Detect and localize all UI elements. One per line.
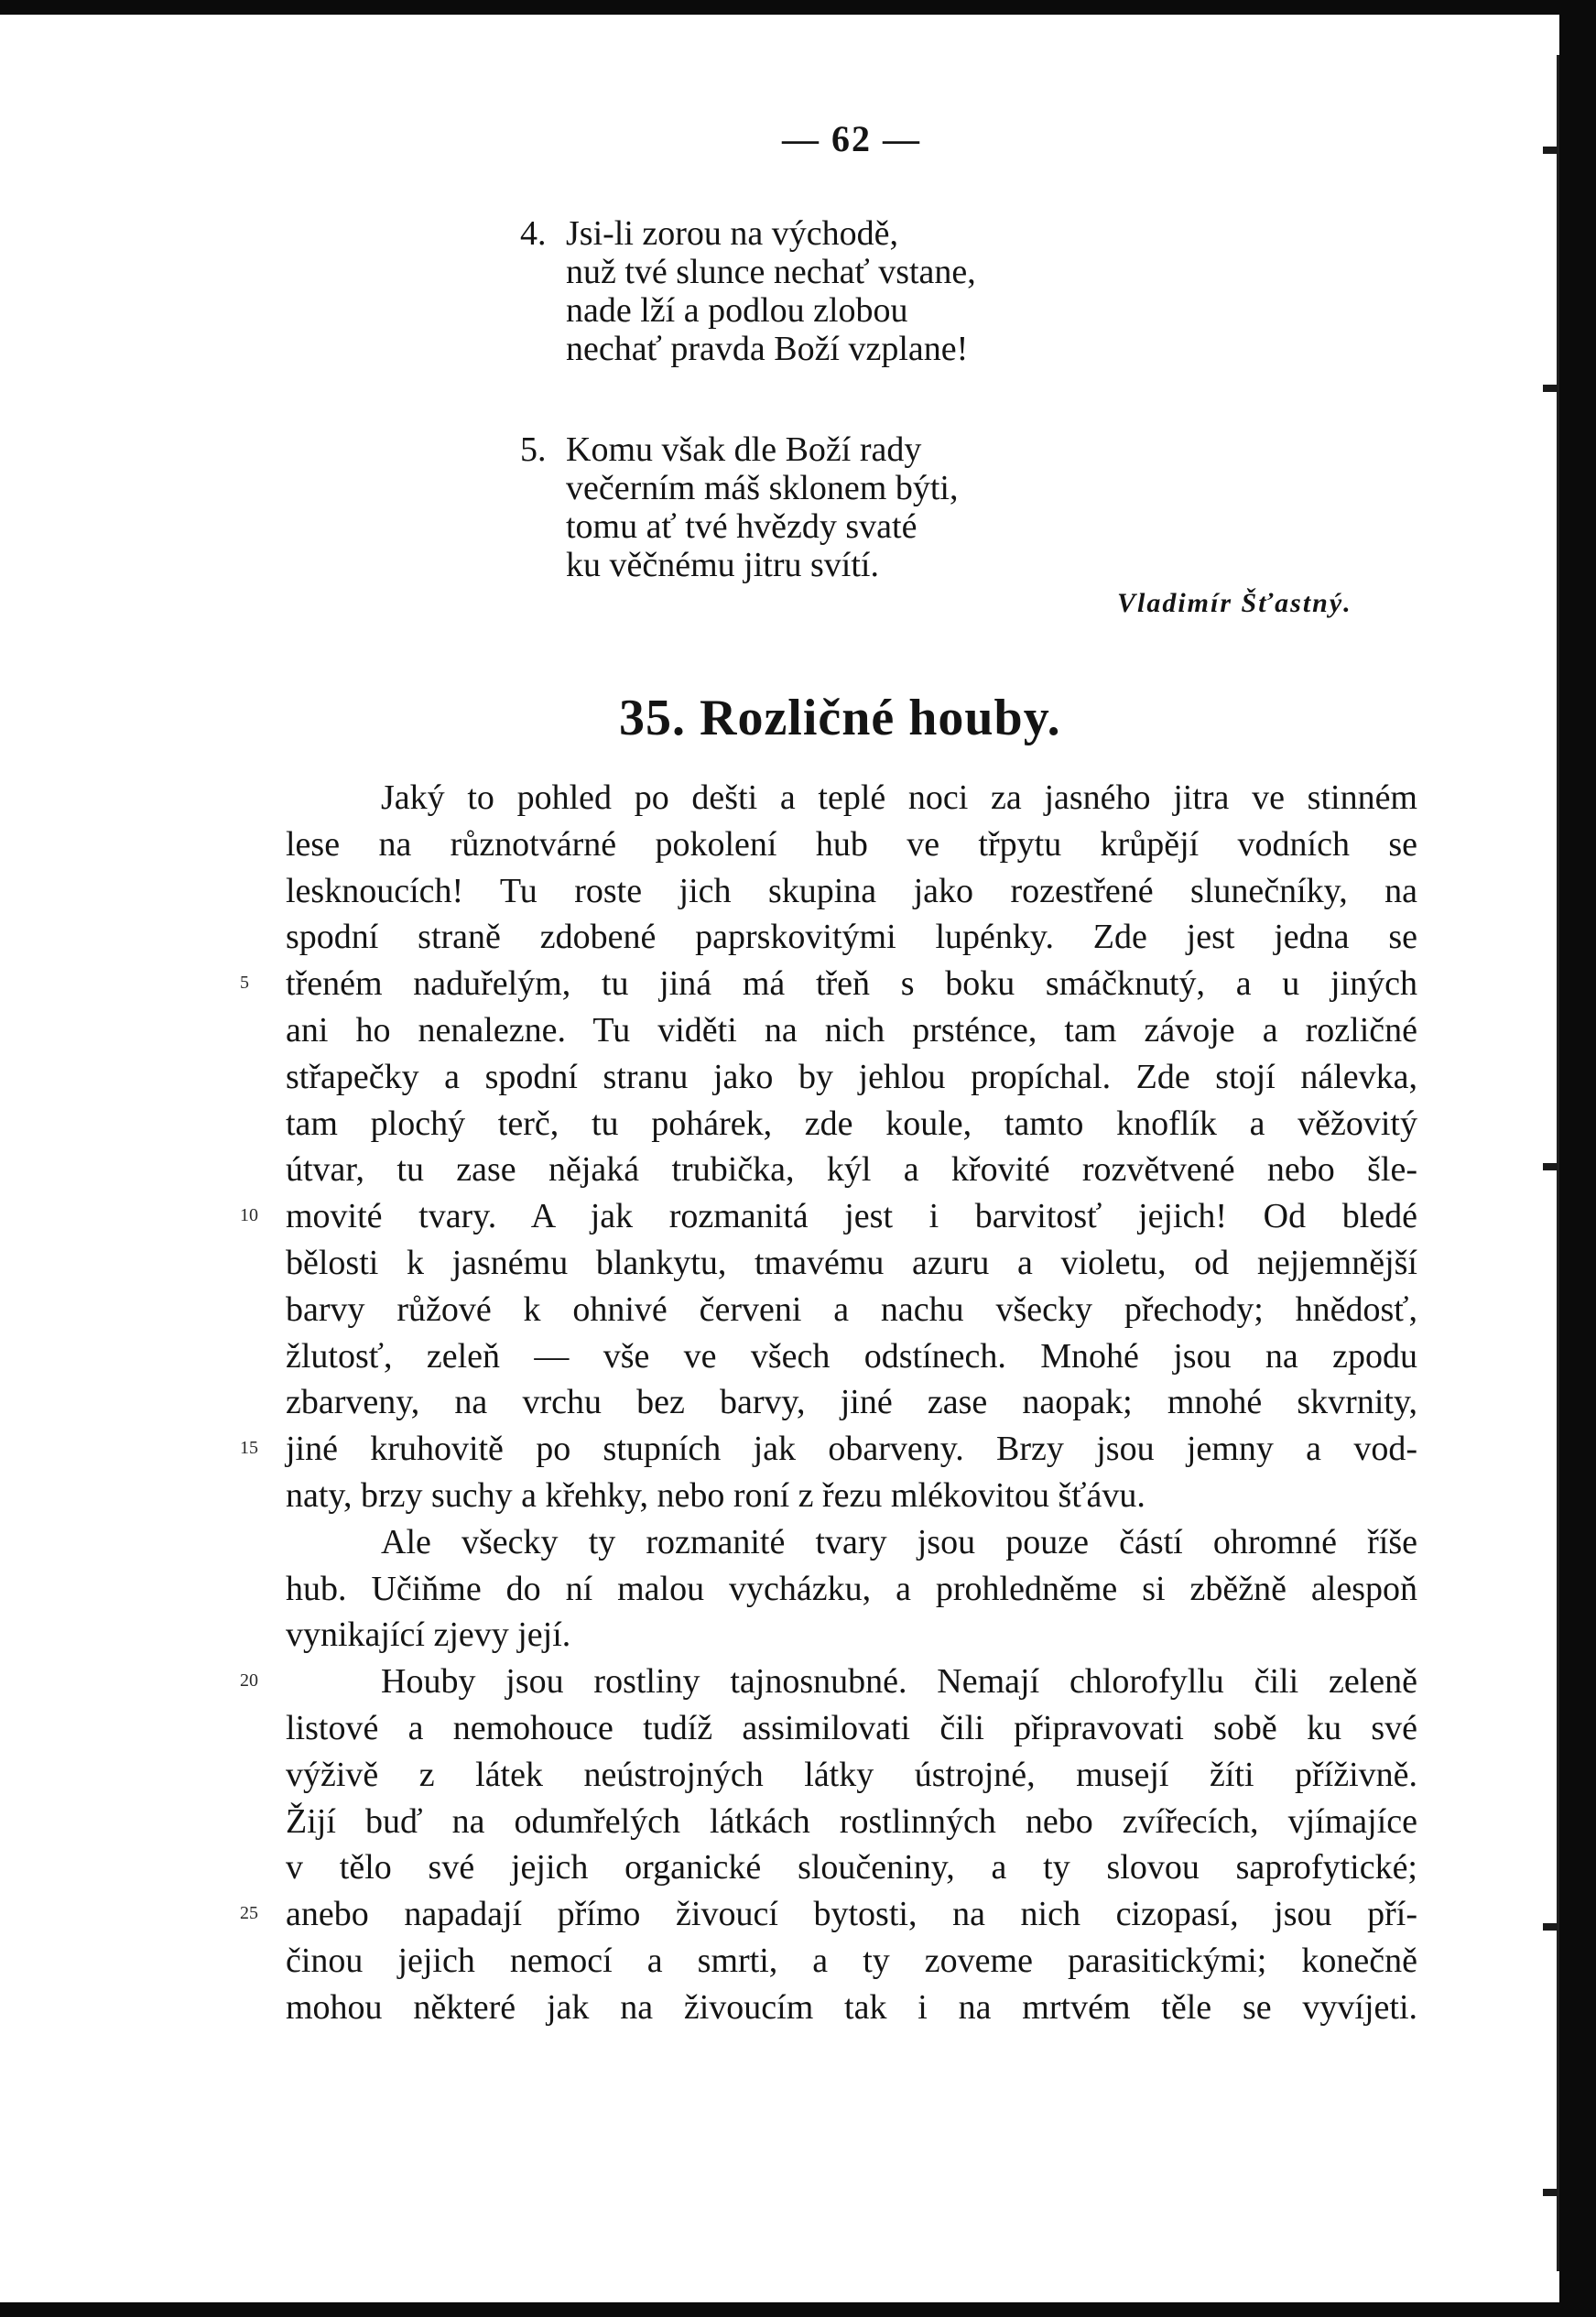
text-line: anebo napadají přímo živoucí bytosti, na nich cizopasí, jsou pří- [286,1895,1417,1934]
scan-border-right [1559,0,1596,2317]
text-line: listové a nemohouce tudíž assimilovati čili připravovati sobě ku své [286,1708,1417,1747]
text-line: Žijí buď na odumřelých látkách rostlinných nebo zvířecích, vjímajíce [286,1801,1417,1841]
verse: ku věčnému jitru svítí. [566,546,879,584]
text-line: mohou některé jak na živoucím tak i na mrtvém těle se vyvíjeti. [286,1987,1417,2027]
poem-line [520,546,958,584]
text-line: barvy růžové k ohnivé červeni a nachu všecky přechody; hnědosť, [286,1289,1417,1329]
line-number: 15 [240,1438,258,1458]
text-line: činou jejich nemocí a smrti, a ty zoveme parasitickými; konečně [286,1941,1417,1980]
line-number: 10 [240,1205,258,1225]
text-line: útvar, tu zase nějaká trubička, kýl a křovité rozvětvené nebo šle- [286,1150,1417,1190]
verse: Komu však dle Boží rady [566,430,922,469]
edge-mark [1543,147,1558,154]
poem-line [520,214,976,253]
text-line: výživě z látek neústrojných látky ústrojné, musejí žíti příživně. [286,1755,1417,1794]
section-heading: 35. Rozličné houby. [619,690,1061,746]
poem-author: Vladimír Šťastný. [1117,588,1352,618]
page-number: — 62 — [782,118,921,159]
verse: nuž tvé slunce nechať vstane, [566,253,976,291]
text-line: žlutosť, zeleň — vše ve všech odstínech. Mnohé jsou na zpodu [286,1336,1417,1376]
scan-border-bottom [0,2302,1596,2317]
text-line: spodní straně zdobené paprskovitými lupénky. Zde jest jedna se [286,918,1417,957]
poem-line [520,253,976,291]
text-line: Houby jsou rostliny tajnosnubné. Nemají chlorofyllu čili zeleně [381,1662,1417,1702]
text-line: movité tvary. A jak rozmanitá jest i barvitosť jejich! Od bledé [286,1197,1417,1236]
text-line: vynikající zjevy její. [286,1615,571,1655]
line-number: 20 [240,1670,258,1691]
verse: Jsi-li zorou na východě, [566,214,899,253]
section-body [286,775,1417,2031]
text-line: zbarveny, na vrchu bez barvy, jiné zase naopak; mnohé skvrnity, [286,1383,1417,1422]
text-line: hub. Učiňme do ní malou vycházku, a prohledněme si zběžně alespoň [286,1569,1417,1608]
edge-mark [1543,1923,1558,1931]
text-line: ani ho nenalezne. Tu viděti na nich prsténce, tam závoje a rozličné [286,1010,1417,1050]
edge-mark [1543,1163,1558,1170]
poem-line [520,469,958,507]
scan-border-top [0,0,1596,15]
poem-line [520,291,976,330]
verse: večerním máš sklonem býti, [566,469,959,507]
line-number: 5 [240,973,249,993]
poem-line [520,507,958,546]
text-line: lesknoucích! Tu roste jich skupina jako rozestřené slunečníky, na [286,871,1417,910]
line-number: 25 [240,1903,258,1923]
stanza-number: 4. [520,214,547,253]
text-line: třeném naduřelým, tu jiná má třeň s boku smáčknutý, a u jiných [286,964,1417,1004]
text-line: Jaký to pohled po dešti a teplé noci za jasného jitra ve stinném [381,778,1417,817]
text-line: v tělo své jejich organické sloučeniny, a ty slovou saprofytické; [286,1848,1417,1887]
text-line: bělosti k jasnému blankytu, tmavému azuru a violetu, od nejjemnější [286,1243,1417,1282]
stanza-number: 5. [520,430,547,469]
verse: tomu ať tvé hvězdy svaté [566,507,917,546]
poem-stanza-5 [520,430,958,584]
text-line: jiné kruhovitě po stupních jak obarveny. Brzy jsou jemny a vod- [286,1430,1417,1469]
text-line: střapečky a spodní stranu jako by jehlou propíchal. Zde stojí nálevka, [286,1057,1417,1096]
edge-mark [1543,385,1558,392]
verse: nechať pravda Boží vzplane! [566,330,969,368]
text-line: lese na různotvárné pokolení hub ve třpytu krůpějí vodních se [286,824,1417,864]
poem-line [520,430,958,469]
text-line: Ale všecky ty rozmanité tvary jsou pouze částí ohromné říše [381,1522,1417,1561]
text-line: naty, brzy suchy a křehky, nebo roní z řezu mlékovitou šťávu. [286,1475,1145,1515]
text-line: tam plochý terč, tu pohárek, zde koule, tamto knoflík a věžovitý [286,1104,1417,1143]
edge-mark [1543,2189,1558,2196]
poem-stanza-4 [520,214,976,368]
poem-line [520,330,976,368]
verse: nade lží a podlou zlobou [566,291,908,330]
